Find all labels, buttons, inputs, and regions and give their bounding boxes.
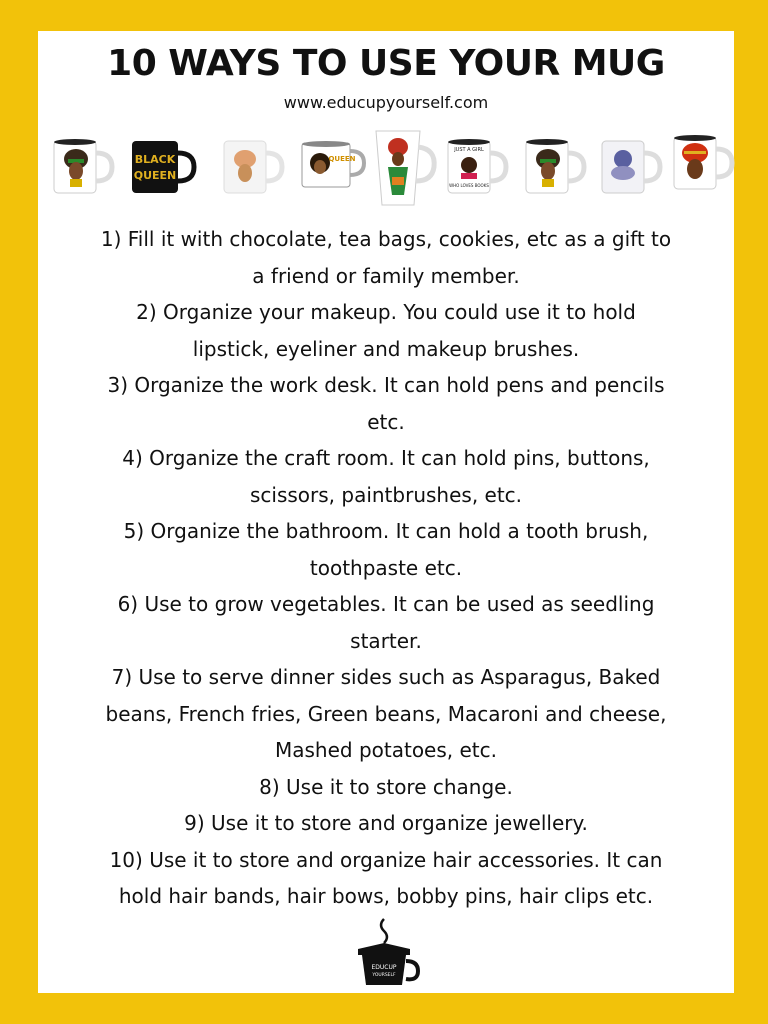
list-item: toothpaste etc. xyxy=(309,555,463,580)
mug-just-a-girl-icon xyxy=(444,137,510,199)
mug-african-woman-icon xyxy=(50,137,116,199)
page-title: 10 WAYS TO USE YOUR MUG xyxy=(107,43,665,84)
mug-gallery xyxy=(48,127,724,209)
educup-yourself-logo-icon xyxy=(348,915,422,991)
list-item: etc. xyxy=(367,409,405,434)
logo-text-line1: EDUCUP xyxy=(371,964,397,971)
svg-text:BLACK: BLACK xyxy=(134,153,176,166)
list-item: lipstick, eyeliner and makeup brushes. xyxy=(192,336,580,361)
mug-headwrap-woman-icon xyxy=(670,133,736,195)
svg-text:QUEEN: QUEEN xyxy=(328,155,356,163)
mug-african-woman-icon xyxy=(522,137,588,199)
list-item: Mashed potatoes, etc. xyxy=(274,738,497,762)
list-item: 8) Use it to store change. xyxy=(259,774,513,799)
website-url: www.educupyourself.com xyxy=(283,93,489,112)
svg-text:WHO LOVES BOOKS: WHO LOVES BOOKS xyxy=(449,183,489,188)
list-item: 3) Organize the work desk. It can hold pens and pencils xyxy=(107,373,665,397)
ways-list xyxy=(60,221,712,915)
list-item: scissors, paintbrushes, etc. xyxy=(249,482,523,507)
list-item: a friend or family member. xyxy=(252,263,520,288)
svg-text:QUEEN: QUEEN xyxy=(133,169,177,182)
list-item: hold hair bands, hair bows, bobby pins, hair clips etc. xyxy=(118,884,654,908)
mug-black-queen-icon xyxy=(128,137,198,199)
list-item: beans, French fries, Green beans, Macaroni and cheese, xyxy=(105,701,667,726)
list-item: 10) Use it to store and organize hair accessories. It can xyxy=(109,847,663,872)
list-item: 5) Organize the bathroom. It can hold a tooth brush, xyxy=(123,519,649,543)
mug-enamel-queen-icon xyxy=(298,137,368,199)
mug-glass-meditation-icon xyxy=(598,137,664,199)
svg-text:JUST A GIRL: JUST A GIRL xyxy=(454,147,484,153)
mug-glass-headwrap-icon xyxy=(220,137,286,199)
list-item: 1) Fill it with chocolate, tea bags, cookies, etc as a gift to xyxy=(100,227,672,251)
list-item: 4) Organize the craft room. It can hold pins, buttons, xyxy=(122,446,650,470)
flyer-card xyxy=(38,31,734,993)
list-item: 7) Use to serve dinner sides such as Asparagus, Baked xyxy=(111,665,661,689)
list-item: 2) Organize your makeup. You could use it to hold xyxy=(136,300,636,324)
latte-mug-praying-woman-icon xyxy=(368,127,442,209)
list-item: starter. xyxy=(350,628,422,653)
list-item: 9) Use it to store and organize jewellery. xyxy=(184,811,588,835)
list-item: 6) Use to grow vegetables. It can be used as seedling xyxy=(117,592,655,616)
logo-text-line2: YOURSELF xyxy=(372,973,396,978)
